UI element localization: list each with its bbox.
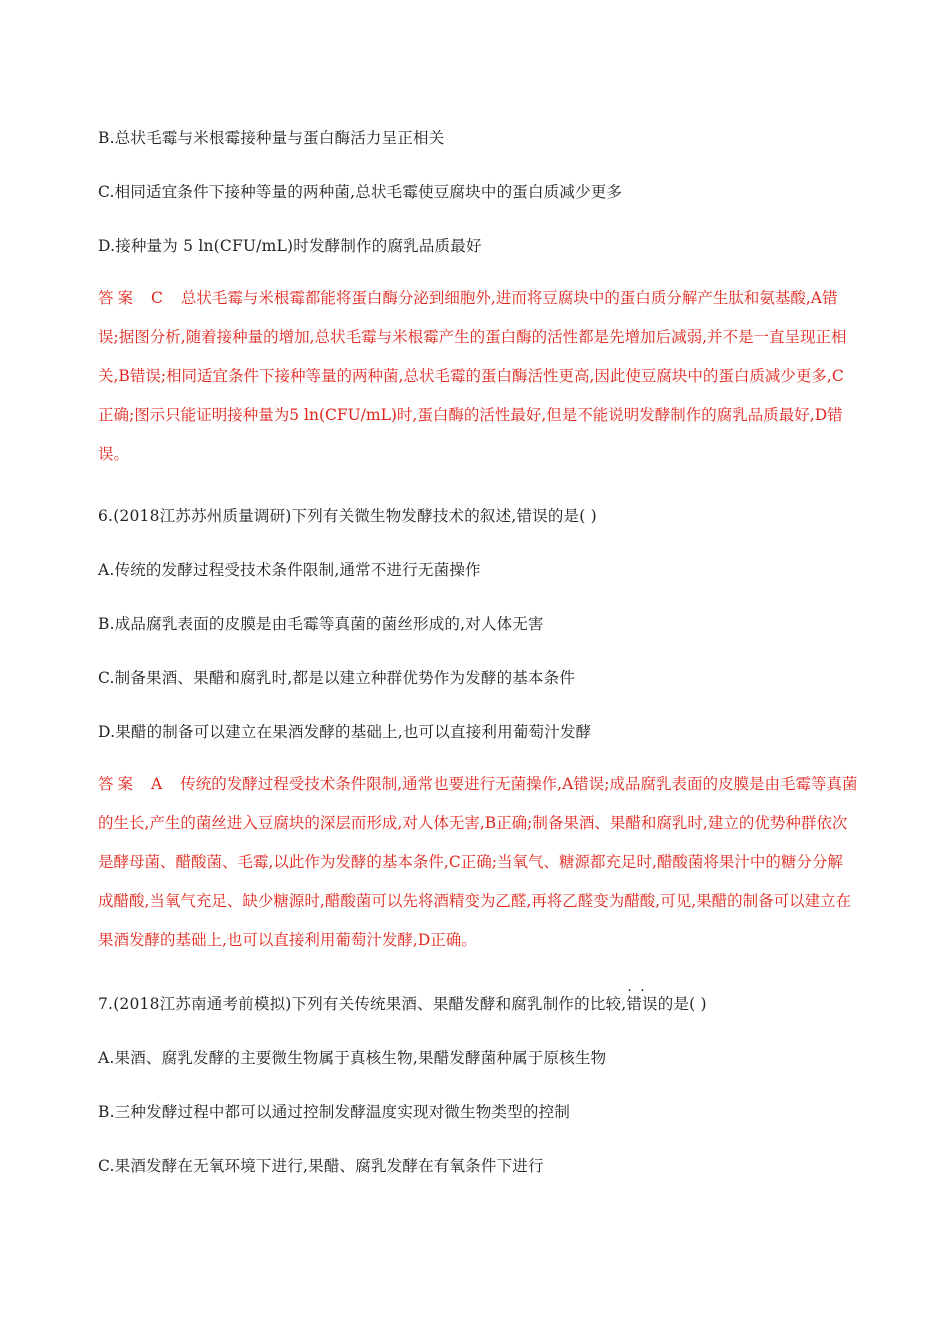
- answer-choice: A: [151, 775, 163, 793]
- q7-option-a: A.果酒、腐乳发酵的主要微生物属于真核生物,果醋发酵菌种属于原核生物: [98, 1049, 607, 1067]
- q6-option-a: A.传统的发酵过程受技术条件限制,通常不进行无菌操作: [98, 561, 481, 579]
- answer-explanation: 传统的发酵过程受技术条件限制,通常也要进行无菌操作,A错误;成品腐乳表面的皮膜是由毛霉等真菌的生长,产生的菌丝进入豆腐块的深层而形成,对人体无害,B正确;制备果酒、果醋和腐乳时,建立的优势种群依次是酵母菌、醋酸菌、毛霉,以此作为发酵的基本条件,C正确;当氧气、糖源都充足时,醋酸菌将果汁中的糖分分解成醋酸,当氧气充足、缺少糖源时,醋酸菌可以先将酒精变为乙醛,再将乙醛变为醋酸,可见,果醋的制备可以建立在果酒发酵的基础上,也可以直接利用葡萄汁发酵,D正确。: [98, 775, 858, 949]
- q6-answer: [98, 765, 858, 960]
- answer-label: 答案: [98, 775, 138, 793]
- q6-stem: 6.(2018江苏苏州质量调研)下列有关微生物发酵技术的叙述,错误的是( ): [98, 507, 597, 525]
- q5-option-b: B.总状毛霉与米根霉接种量与蛋白酶活力呈正相关: [98, 129, 445, 147]
- answer-explanation: 总状毛霉与米根霉都能将蛋白酶分泌到细胞外,进而将豆腐块中的蛋白质分解产生肽和氨基酸,A错误;据图分析,随着接种量的增加,总状毛霉与米根霉产生的蛋白酶的活性都是先增加后减弱,并不是一直呈现正相关,B错误;相同适宜条件下接种等量的两种菌,总状毛霉的蛋白酶活性更高,因此使豆腐块中的蛋白质减少更多,C正确;图示只能证明接种量为5 ln(CFU/mL)时,蛋白酶的活性最好,但是不能说明发酵制作的腐乳品质最好,D错误。: [98, 289, 847, 463]
- q6-option-c: C.制备果酒、果醋和腐乳时,都是以建立种群优势作为发酵的基本条件: [98, 669, 576, 687]
- answer-choice: C: [151, 289, 163, 307]
- q7-stem: [98, 994, 707, 1014]
- answer-label: 答案: [98, 289, 138, 307]
- q7-stem-end: 的是( ): [657, 995, 707, 1013]
- q7-stem-text: 7.(2018江苏南通考前模拟)下列有关传统果酒、果醋发酵和腐乳制作的比较,: [98, 995, 627, 1013]
- q7-option-b: B.三种发酵过程中都可以通过控制发酵温度实现对微生物类型的控制: [98, 1103, 571, 1121]
- q5-option-d: D.接种量为 5 ln(CFU/mL)时发酵制作的腐乳品质最好: [98, 237, 482, 255]
- q6-option-b: B.成品腐乳表面的皮膜是由毛霉等真菌的菌丝形成的,对人体无害: [98, 615, 544, 633]
- q7-emphasis-word: · · 错误: [626, 995, 657, 1013]
- q6-option-d: D.果醋的制备可以建立在果酒发酵的基础上,也可以直接利用葡萄汁发酵: [98, 723, 592, 741]
- q7-option-c: C.果酒发酵在无氧环境下进行,果醋、腐乳发酵在有氧条件下进行: [98, 1157, 544, 1175]
- q5-option-c: C.相同适宜条件下接种等量的两种菌,总状毛霉使豆腐块中的蛋白质减少更多: [98, 183, 623, 201]
- q5-answer: [98, 279, 858, 474]
